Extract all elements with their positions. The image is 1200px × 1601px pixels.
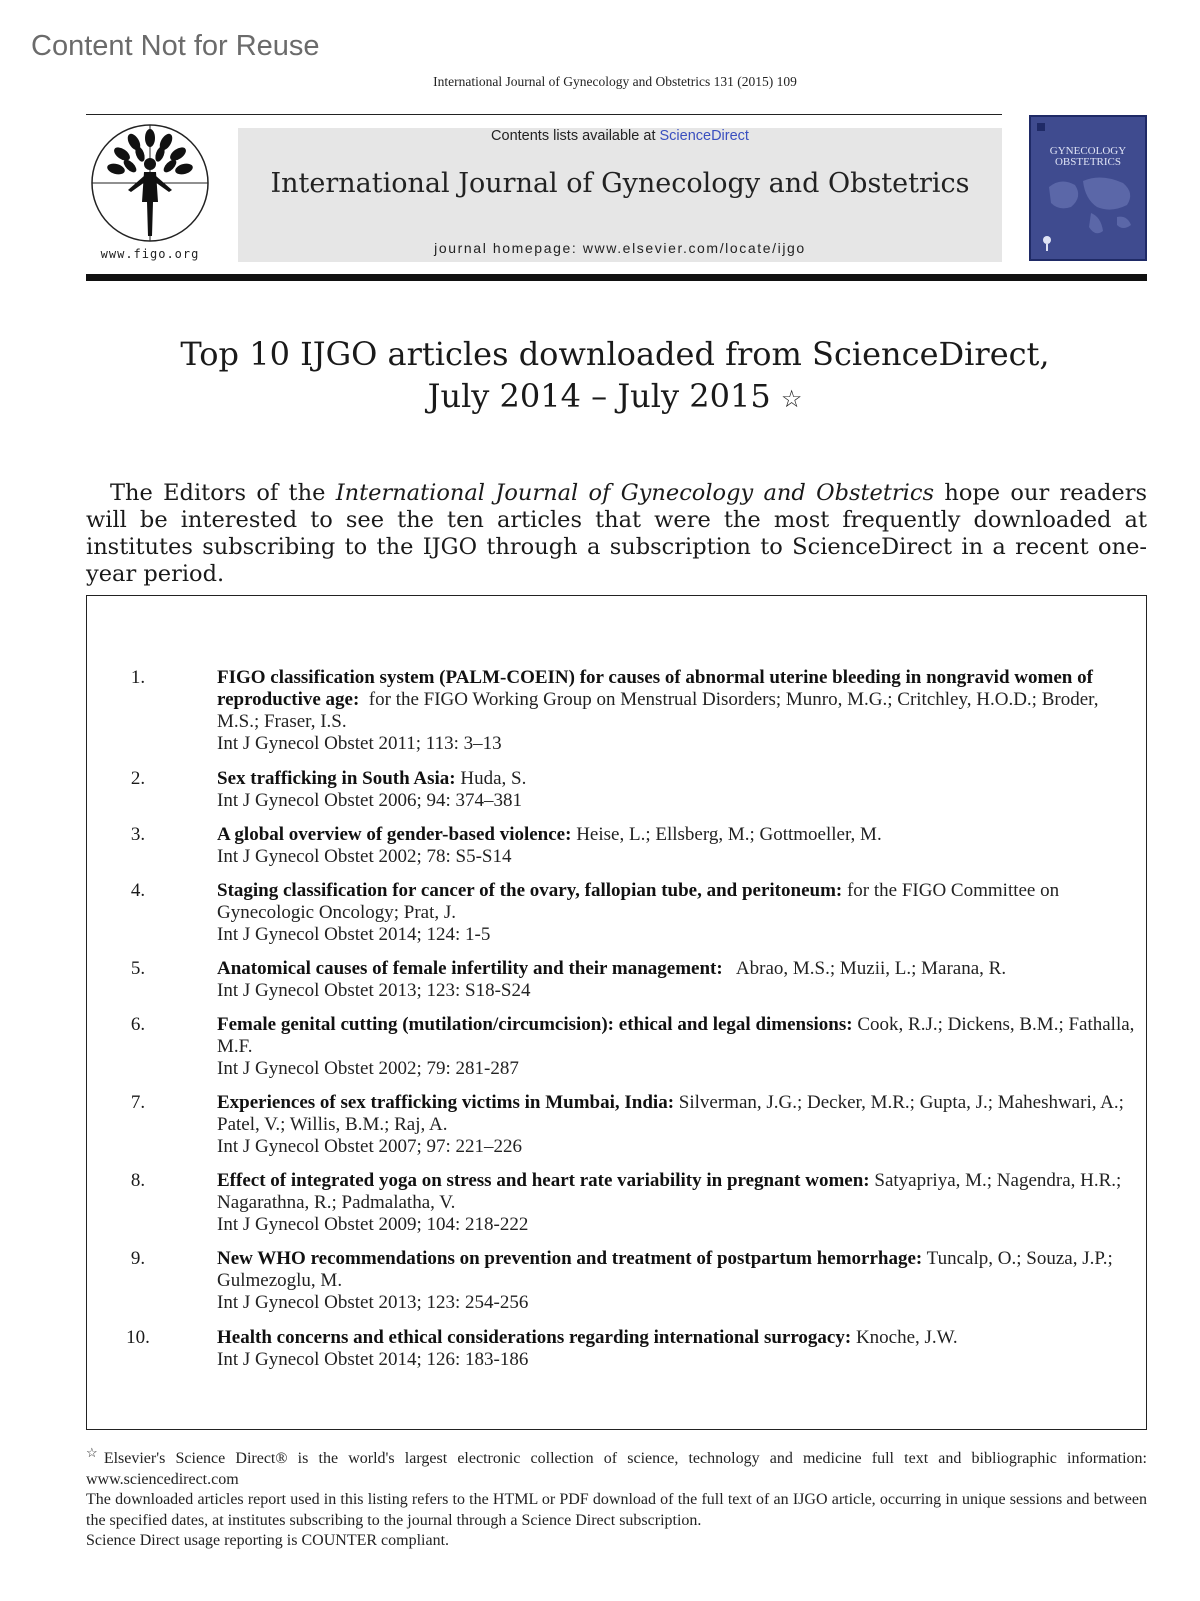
article-authors: Huda, S. xyxy=(460,768,527,789)
footnote-line2: The downloaded articles report used in this listing refers to the HTML or PDF download of the full text of an IJGO article, occurring in unique sessions and between the specified dates, at institutes subscribing to the journal through a Science Direct subscription. xyxy=(86,1491,1147,1529)
article-number: 8. xyxy=(130,1170,146,1191)
article-reference: Int J Gynecol Obstet 2009; 104: 218-222 xyxy=(217,1214,529,1235)
article-reference: Int J Gynecol Obstet 2014; 126: 183-186 xyxy=(217,1349,529,1370)
article-body xyxy=(217,1014,1138,1080)
footnote-star-icon: ☆ xyxy=(86,1445,104,1460)
intro-after: hope our readers will be interested to see the ten articles that were the most frequently downloaded at institutes subscribing to the IJGO through a subscription to ScienceDirect in a recent one-year period. xyxy=(86,480,1148,587)
article-body xyxy=(217,1092,1138,1158)
article-reference: Int J Gynecol Obstet 2002; 79: 281-287 xyxy=(217,1058,519,1079)
article-authors: Abrao, M.S.; Muzii, L.; Marana, R. xyxy=(735,958,1007,979)
cover-title xyxy=(1031,146,1145,168)
article-number: 4. xyxy=(130,880,146,901)
article-authors: Satyapriya, M.; Nagendra, H.R.; Nagarathna, R.; Padmalatha, V. xyxy=(217,1170,1122,1213)
article-body xyxy=(217,1248,1138,1314)
article-reference: Int J Gynecol Obstet 2011; 113: 3–13 xyxy=(217,733,502,754)
article-number: 2. xyxy=(130,768,146,789)
intro-before: The Editors of the xyxy=(110,480,336,506)
article-number: 1. xyxy=(130,667,146,688)
journal-citation: International Journal of Gynecology and Obstetrics 131 (2015) 109 xyxy=(433,74,797,89)
article-body xyxy=(217,768,1138,812)
cover-map-icon xyxy=(1031,117,1147,261)
article-number: 6. xyxy=(130,1014,146,1035)
article-reference: Int J Gynecol Obstet 2007; 97: 221–226 xyxy=(217,1136,523,1157)
journal-cover xyxy=(1029,115,1147,261)
articles-list xyxy=(86,595,1147,1430)
article-number: 7. xyxy=(130,1092,146,1113)
article-reference: Int J Gynecol Obstet 2013; 123: S18-S24 xyxy=(217,980,531,1001)
article-reference: Int J Gynecol Obstet 2013; 123: 254-256 xyxy=(217,1292,529,1313)
contents-line xyxy=(238,128,1002,144)
title-date-range: July 2014 – July 2015 xyxy=(427,377,771,415)
article-authors: Silverman, J.G.; Decker, M.R.; Gupta, J.; Maheshwari, A.; Patel, V.; Willis, B.M.; Raj, A. xyxy=(217,1092,1124,1135)
article-authors: for the FIGO Working Group on Menstrual Disorders; Munro, M.G.; Critchley, H.O.D.; Broder, M.S.; Fraser, I.S. xyxy=(217,689,1099,732)
figo-logo xyxy=(86,124,214,264)
sciencedirect-link[interactable]: ScienceDirect xyxy=(659,128,749,144)
title-star-icon: ☆ xyxy=(780,385,803,413)
article-body xyxy=(217,824,1138,868)
journal-homepage: journal homepage: www.elsevier.com/locate/ijgo xyxy=(434,240,806,256)
contents-prefix: Contents lists available at xyxy=(491,128,660,144)
page-title xyxy=(0,333,1200,420)
title-line2 xyxy=(0,375,1200,420)
cover-title-line2: OBSTETRICS xyxy=(1054,156,1121,168)
article-title: Effect of integrated yoga on stress and heart rate variability in pregnant women: xyxy=(217,1170,870,1191)
article-authors: Tuncalp, O.; Souza, J.P.; Gulmezoglu, M. xyxy=(217,1248,1113,1291)
article-title: Health concerns and ethical considerations regarding international surrogacy: xyxy=(217,1327,852,1348)
article-body xyxy=(217,667,1138,755)
banner-rule xyxy=(86,274,1147,281)
watermark-text: Content Not for Reuse xyxy=(31,30,320,62)
article-body xyxy=(217,958,1138,1002)
article-body xyxy=(217,1170,1138,1236)
article-title: New WHO recommendations on prevention and treatment of postpartum hemorrhage: xyxy=(217,1248,923,1269)
article-reference: Int J Gynecol Obstet 2002; 78: S5-S14 xyxy=(217,846,512,867)
footnote-line1 xyxy=(86,1443,1147,1490)
article-authors: Heise, L.; Ellsberg, M.; Gottmoeller, M. xyxy=(576,824,882,845)
footnote xyxy=(86,1443,1147,1552)
intro-journal: International Journal of Gynecology and Obstetrics xyxy=(335,480,935,506)
article-body xyxy=(217,880,1138,946)
article-authors: for the FIGO Committee on Gynecologic Oncology; Prat, J. xyxy=(217,880,1060,923)
article-title: A global overview of gender-based violence: xyxy=(217,824,572,845)
article-number: 10. xyxy=(126,1327,150,1348)
article-title: FIGO classification system (PALM-COEIN) for causes of abnormal uterine bleeding in nongravid women of reproductive age: xyxy=(217,667,1093,710)
intro-paragraph xyxy=(86,480,1147,588)
journal-title: International Journal of Gynecology and Obstetrics xyxy=(270,168,970,199)
article-title: Sex trafficking in South Asia: xyxy=(217,768,456,789)
cover-title-line1: GYNECOLOGY xyxy=(1049,145,1127,157)
article-number: 5. xyxy=(130,958,146,979)
title-line1: Top 10 IJGO articles downloaded from ScienceDirect, xyxy=(180,335,1050,373)
article-title: Staging classification for cancer of the ovary, fallopian tube, and peritoneum: xyxy=(217,880,843,901)
article-title: Female genital cutting (mutilation/circumcision): ethical and legal dimensions: xyxy=(217,1014,853,1035)
article-title: Experiences of sex trafficking victims in Mumbai, India: xyxy=(217,1092,675,1113)
article-number: 9. xyxy=(130,1248,146,1269)
article-body xyxy=(217,1327,1138,1371)
footnote-line3: Science Direct usage reporting is COUNTER compliant. xyxy=(86,1532,450,1549)
article-title: Anatomical causes of female infertility and their management: xyxy=(217,958,723,979)
journal-banner xyxy=(238,128,1002,262)
footnote-line1-text: Elsevier's Science Direct® is the world's largest electronic collection of science, technology and medicine full text and bibliographic information: www.sciencedirect.com xyxy=(86,1450,1148,1488)
article-reference: Int J Gynecol Obstet 2006; 94: 374–381 xyxy=(217,790,523,811)
article-authors: Cook, R.J.; Dickens, B.M.; Fathalla, M.F. xyxy=(217,1014,1135,1057)
article-authors: Knoche, J.W. xyxy=(855,1327,958,1348)
article-number: 3. xyxy=(130,824,146,845)
article-reference: Int J Gynecol Obstet 2014; 124: 1-5 xyxy=(217,924,491,945)
header-rule xyxy=(86,114,1002,115)
figo-website: www.figo.org xyxy=(100,247,200,261)
